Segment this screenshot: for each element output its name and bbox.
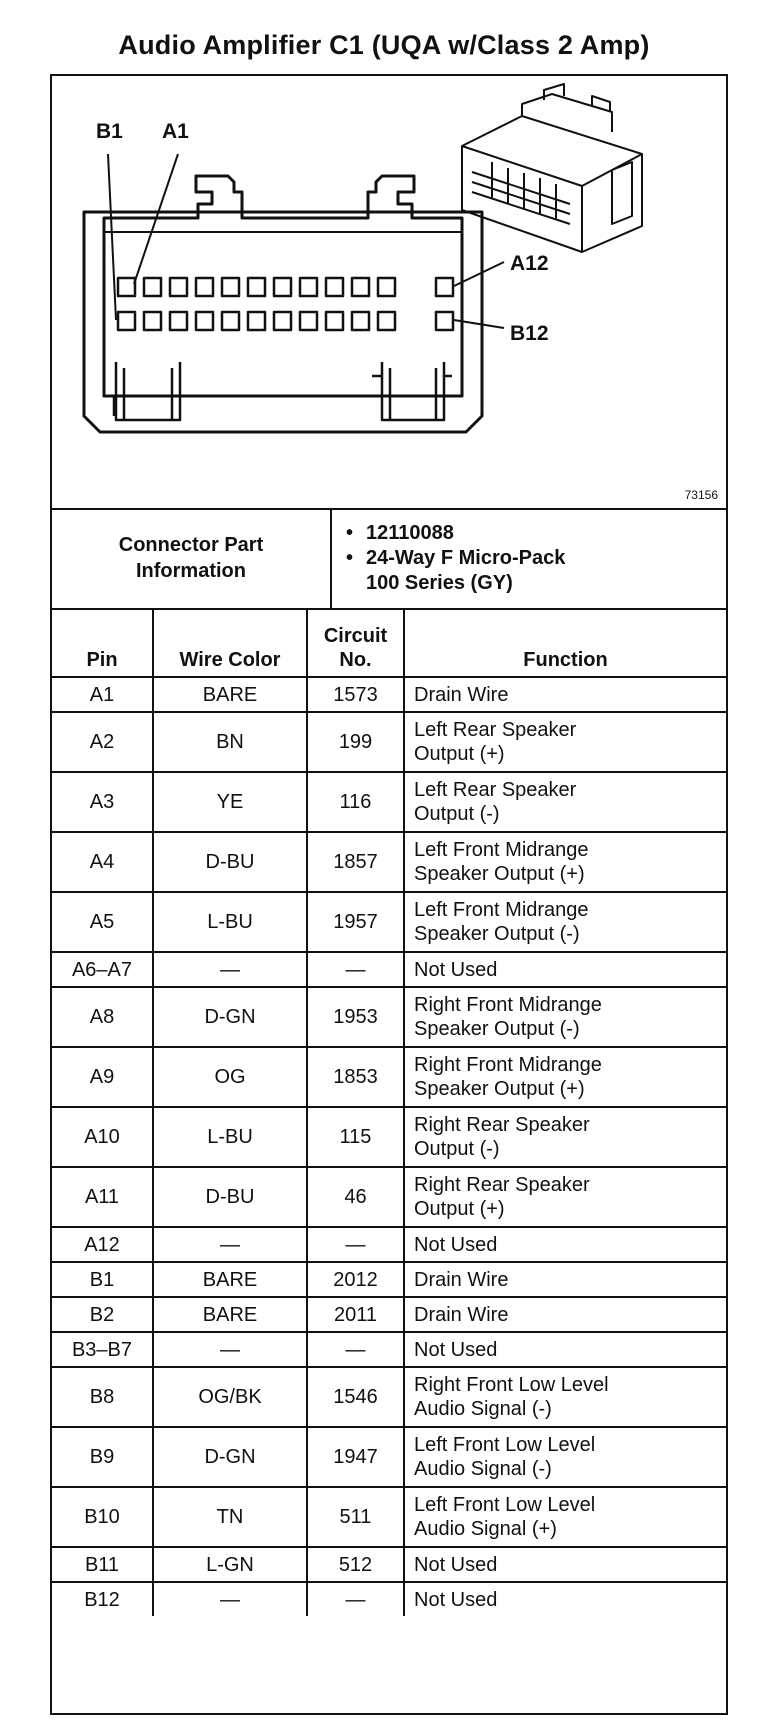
pin-cell: A11	[52, 1167, 153, 1227]
label-b12: B12	[510, 322, 549, 345]
table-row	[52, 1582, 726, 1616]
connector-face-drawing	[52, 76, 726, 508]
table-row	[52, 1107, 726, 1167]
circuit-cell: 1573	[307, 677, 404, 712]
circuit-cell: 1857	[307, 832, 404, 892]
table-row	[52, 832, 726, 892]
function-cell: Left Rear Speaker Output (-)	[404, 772, 726, 832]
pin-cell: A6–A7	[52, 952, 153, 987]
function-cell: Left Front Low Level Audio Signal (-)	[404, 1427, 726, 1487]
wire-color-cell: OG	[153, 1047, 307, 1107]
pin-cell: A3	[52, 772, 153, 832]
circuit-cell: 1853	[307, 1047, 404, 1107]
pin-cell: A8	[52, 987, 153, 1047]
table-row	[52, 1167, 726, 1227]
wire-color-cell: —	[153, 1227, 307, 1262]
circuit-cell: 115	[307, 1107, 404, 1167]
wire-color-cell: —	[153, 1332, 307, 1367]
wire-color-cell: YE	[153, 772, 307, 832]
label-a1: A1	[162, 120, 189, 143]
connector-sheet	[50, 74, 728, 1715]
circuit-cell: 116	[307, 772, 404, 832]
table-row	[52, 1487, 726, 1547]
circuit-cell: —	[307, 1227, 404, 1262]
label-a12: A12	[510, 252, 549, 275]
figure-number: 73156	[684, 488, 718, 502]
wire-color-cell: BARE	[153, 1262, 307, 1297]
circuit-cell: 46	[307, 1167, 404, 1227]
wire-color-cell: D-BU	[153, 832, 307, 892]
pin-cell: A2	[52, 712, 153, 772]
table-row	[52, 772, 726, 832]
circuit-cell: 512	[307, 1547, 404, 1582]
circuit-cell: 1546	[307, 1367, 404, 1427]
table-row	[52, 1547, 726, 1582]
table-row	[52, 1332, 726, 1367]
pin-cell: A4	[52, 832, 153, 892]
circuit-cell: —	[307, 952, 404, 987]
table-row	[52, 677, 726, 712]
header-circuit-no: Circuit No.	[307, 610, 404, 677]
wire-color-cell: L-BU	[153, 1107, 307, 1167]
wire-color-cell: BARE	[153, 677, 307, 712]
wire-color-cell: —	[153, 1582, 307, 1616]
table-row	[52, 712, 726, 772]
connector-inner-body	[104, 176, 462, 396]
circuit-cell: 1953	[307, 987, 404, 1047]
table-row	[52, 1262, 726, 1297]
function-cell: Left Front Midrange Speaker Output (+)	[404, 832, 726, 892]
wire-color-cell: L-BU	[153, 892, 307, 952]
part-number: • 12110088	[344, 521, 726, 546]
wire-color-cell: OG/BK	[153, 1367, 307, 1427]
label-b1: B1	[96, 120, 123, 143]
circuit-cell: 1947	[307, 1427, 404, 1487]
connector-info-label: Connector Part Information	[52, 508, 331, 609]
function-cell: Drain Wire	[404, 1262, 726, 1297]
function-cell: Right Front Midrange Speaker Output (-)	[404, 987, 726, 1047]
function-cell: Not Used	[404, 1332, 726, 1367]
b1-leader-line	[108, 154, 116, 320]
pin-cell: A9	[52, 1047, 153, 1107]
table-row	[52, 1427, 726, 1487]
circuit-cell: —	[307, 1332, 404, 1367]
pin-cell: B8	[52, 1367, 153, 1427]
pin-cell: A10	[52, 1107, 153, 1167]
page-title: Audio Amplifier C1 (UQA w/Class 2 Amp)	[118, 30, 650, 60]
wire-color-cell: D-GN	[153, 987, 307, 1047]
pin-cell: B10	[52, 1487, 153, 1547]
connector-isometric-view	[462, 84, 642, 252]
function-cell: Right Rear Speaker Output (-)	[404, 1107, 726, 1167]
pin-cell: A1	[52, 677, 153, 712]
pin-cell: B2	[52, 1297, 153, 1332]
function-cell: Right Rear Speaker Output (+)	[404, 1167, 726, 1227]
table-row	[52, 952, 726, 987]
circuit-cell: 511	[307, 1487, 404, 1547]
pinout-table	[52, 610, 726, 1616]
wire-color-cell: D-GN	[153, 1427, 307, 1487]
function-cell: Right Front Low Level Audio Signal (-)	[404, 1367, 726, 1427]
pin-cell: A5	[52, 892, 153, 952]
wire-color-cell: —	[153, 952, 307, 987]
pin-row-a	[118, 278, 453, 296]
function-cell: Left Front Midrange Speaker Output (-)	[404, 892, 726, 952]
header-function: Function	[404, 610, 726, 677]
pin-cell: B3–B7	[52, 1332, 153, 1367]
header-pin: Pin	[52, 610, 153, 677]
connector-info-values	[331, 508, 726, 609]
function-cell: Drain Wire	[404, 677, 726, 712]
wire-color-cell: BARE	[153, 1297, 307, 1332]
table-row	[52, 1047, 726, 1107]
pin-cell: B11	[52, 1547, 153, 1582]
function-cell: Not Used	[404, 1582, 726, 1616]
wire-color-cell: L-GN	[153, 1547, 307, 1582]
function-cell: Left Rear Speaker Output (+)	[404, 712, 726, 772]
circuit-cell: 1957	[307, 892, 404, 952]
table-row	[52, 892, 726, 952]
circuit-cell: 2011	[307, 1297, 404, 1332]
pin-row-b	[118, 312, 453, 330]
connector-description: • 24-Way F Micro-Pack 100 Series (GY)	[344, 546, 726, 596]
connector-info-table	[52, 508, 726, 610]
table-row	[52, 987, 726, 1047]
function-cell: Not Used	[404, 952, 726, 987]
table-row	[52, 1227, 726, 1262]
pin-cell: B9	[52, 1427, 153, 1487]
pin-cell: B1	[52, 1262, 153, 1297]
wire-color-cell: D-BU	[153, 1167, 307, 1227]
pin-cell: B12	[52, 1582, 153, 1616]
function-cell: Right Front Midrange Speaker Output (+)	[404, 1047, 726, 1107]
table-row	[52, 1297, 726, 1332]
function-cell: Drain Wire	[404, 1297, 726, 1332]
function-cell: Not Used	[404, 1227, 726, 1262]
connector-diagram	[52, 76, 726, 510]
circuit-cell: 199	[307, 712, 404, 772]
table-row	[52, 1367, 726, 1427]
circuit-cell: —	[307, 1582, 404, 1616]
circuit-cell: 2012	[307, 1262, 404, 1297]
header-wire-color: Wire Color	[153, 610, 307, 677]
pin-cell: A12	[52, 1227, 153, 1262]
wire-color-cell: BN	[153, 712, 307, 772]
function-cell: Not Used	[404, 1547, 726, 1582]
wire-color-cell: TN	[153, 1487, 307, 1547]
function-cell: Left Front Low Level Audio Signal (+)	[404, 1487, 726, 1547]
